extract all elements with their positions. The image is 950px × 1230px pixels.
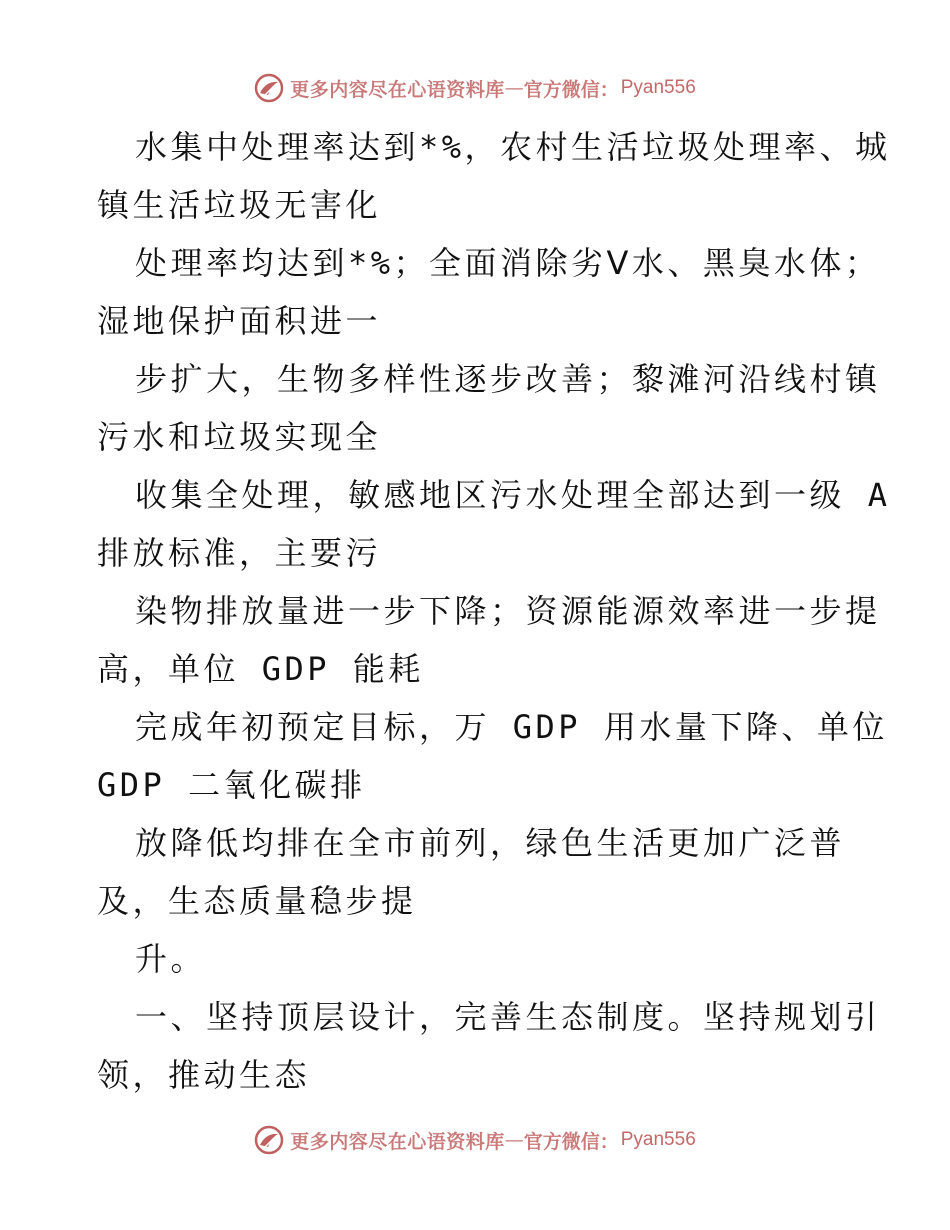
footer-watermark-banner [0,1120,950,1160]
body-line: GDP 二氧化碳排 [97,766,366,804]
body-line: 收集全处理，敏感地区污水处理全部达到一级 A [135,476,891,514]
body-line: 污水和垃圾实现全 [97,418,382,456]
header-watermark-banner [0,68,950,108]
banner-wechat-label: 官方微信： [523,78,619,101]
banner-wechat-id: Pyan556 [620,77,696,98]
pen-logo-icon [254,1125,284,1155]
banner-separator: — [504,1129,524,1151]
body-line: 染物排放量进一步下降；资源能源效率进一步提 [135,592,881,630]
banner-wechat-label: 官方微信： [523,1130,619,1153]
body-line: 一、坚持顶层设计，完善生态制度。坚持规划引 [135,998,881,1036]
banner-wechat-id: Pyan556 [620,1129,696,1150]
body-line: 放降低均排在全市前列，绿色生活更加广泛普 [135,824,846,862]
body-line: 步扩大，生物多样性逐步改善；黎滩河沿线村镇 [135,360,881,398]
body-line: 镇生活垃圾无害化 [97,186,382,224]
pen-logo-icon [254,73,284,103]
body-line: 排放标准，主要污 [97,534,382,572]
banner-separator: — [504,77,524,99]
body-line: 升。 [135,940,207,978]
body-line: 高，单位 GDP 能耗 [97,650,424,688]
body-line: 及，生态质量稳步提 [97,882,417,920]
document-body [97,118,891,1104]
body-line: 水集中处理率达到*%，农村生活垃圾处理率、城 [135,128,891,166]
body-line: 处理率均达到*%；全面消除劣Ⅴ水、黑臭水体； [135,244,881,282]
body-line: 完成年初预定目标，万 GDP 用水量下降、单位 [135,708,888,746]
body-line: 湿地保护面积进一 [97,302,382,340]
banner-site-text: 更多内容尽在心语资料库 [290,78,505,101]
banner-site-text: 更多内容尽在心语资料库 [290,1130,505,1153]
body-line: 领，推动生态 [97,1056,311,1094]
